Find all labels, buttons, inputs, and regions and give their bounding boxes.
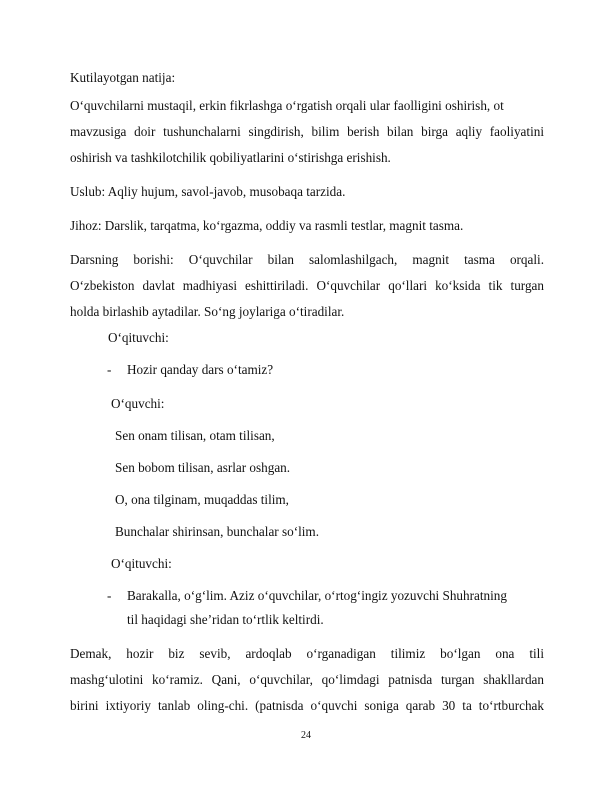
dash-bullet-2: - xyxy=(107,588,112,603)
goal-line-1: O‘quvchilarni mustaqil, erkin fikrlashga o‘rgatish orqali ular faolligini oshirish, ot xyxy=(70,98,504,113)
teacher-question: Hozir qanday dars o‘tamiz? xyxy=(127,362,274,377)
teacher-label-2: O‘qituvchi: xyxy=(111,556,172,571)
student-label: O‘quvchi: xyxy=(111,396,165,411)
lesson-line-3: holda birlashib aytadilar. So‘ng joylariga o‘tiradilar. xyxy=(70,304,345,319)
closing-line-1: Demak, hozir biz sevib, ardoqlab o‘rganadigan tilimiz bo‘lgan ona tili xyxy=(70,646,544,661)
teacher-reply-line-2: til haqidagi she’ridan to‘rtlik keltirdi. xyxy=(127,612,324,627)
lesson-line-2: O‘zbekiston davlat madhiyasi eshittiriladi. O‘quvchilar qo‘llari ko‘ksida tik turgan xyxy=(70,278,544,293)
heading-expected-result: Kutilayotgan natija: xyxy=(70,70,176,85)
lesson-line-1: Darsning borishi: O‘quvchilar bilan salomlashilgach, magnit tasma orqali. xyxy=(70,252,544,267)
poem-line-4: Bunchalar shirinsan, bunchalar so‘lim. xyxy=(115,524,319,539)
goal-line-2: mavzusiga doir tushunchalarni singdirish, bilim berish bilan birga aqliy faoliyatini xyxy=(70,124,544,139)
dash-bullet-1: - xyxy=(107,362,112,377)
closing-line-2: mashg‘ulotini ko‘ramiz. Qani, o‘quvchilar, qo‘limdagi patnisda turgan shakllardan xyxy=(70,672,544,687)
method-line: Uslub: Aqliy hujum, savol-javob, musobaqa tarzida. xyxy=(70,184,346,199)
closing-line-3: birini ixtiyoriy tanlab oling-chi. (patnisda o‘quvchi soniga qarab 30 ta to‘rtburchak xyxy=(70,698,544,713)
goal-line-3: oshirish va tashkilotchilik qobiliyatlarini o‘stirishga erishish. xyxy=(70,150,391,165)
teacher-label-1: O‘qituvchi: xyxy=(108,330,169,345)
teacher-reply-line-1: Barakalla, o‘g‘lim. Aziz o‘quvchilar, o‘rtog‘ingiz yozuvchi Shuhratning xyxy=(127,588,507,603)
poem-line-2: Sen bobom tilisan, asrlar oshgan. xyxy=(115,460,291,475)
poem-line-3: O, ona tilginam, muqaddas tilim, xyxy=(115,492,289,507)
poem-line-1: Sen onam tilisan, otam tilisan, xyxy=(115,428,275,443)
equipment-line: Jihoz: Darslik, tarqatma, ko‘rgazma, oddiy va rasmli testlar, magnit tasma. xyxy=(70,218,464,233)
page-number: 24 xyxy=(301,730,311,741)
